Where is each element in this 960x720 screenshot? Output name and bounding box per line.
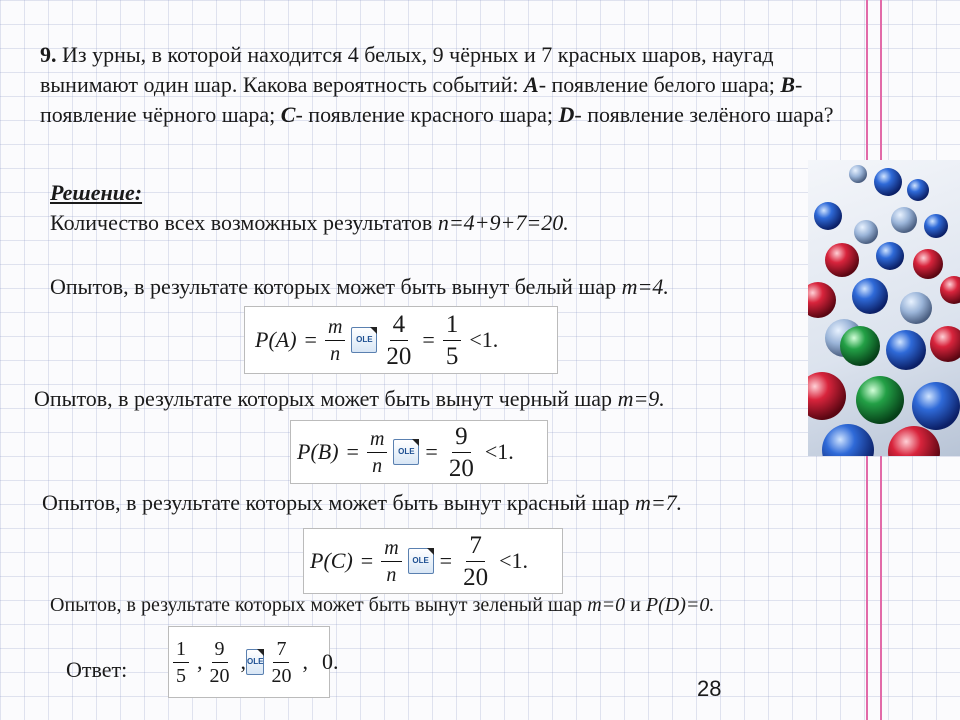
task-intro: Из урны, в которой находится 4 белых, 9 чёрных и 7 красных шаров, наугад вынимают один шар. Какова вероятность событий: bbox=[40, 42, 774, 97]
frac-den: 20 bbox=[271, 664, 292, 687]
frac-num: 7 bbox=[466, 533, 485, 562]
ole-object-icon: OLE bbox=[393, 439, 419, 465]
frac-den: 20 bbox=[448, 454, 474, 482]
green-ball-line bbox=[50, 594, 714, 617]
total-outcomes-line bbox=[50, 210, 569, 236]
white-text: Опытов, в результате которых может быть вынут белый шар bbox=[50, 274, 622, 299]
equals-sign: = bbox=[346, 439, 359, 464]
event-c-letter: С bbox=[280, 102, 296, 127]
equals-sign: = bbox=[439, 548, 453, 573]
event-b-text: - появление чёрного шара; bbox=[40, 72, 803, 127]
answer-fraction-9-20 bbox=[207, 639, 233, 686]
answer-fraction-1-5 bbox=[173, 639, 189, 686]
red-ball-line bbox=[42, 490, 682, 516]
equals-sign: = bbox=[422, 327, 435, 352]
event-c-text: - появление красного шара; bbox=[295, 102, 559, 127]
green-m: m=0 bbox=[587, 594, 626, 616]
frac-den: 20 bbox=[386, 342, 412, 370]
fraction-m-over-n bbox=[325, 317, 345, 364]
black-m: m=9. bbox=[617, 386, 665, 411]
formula-pc bbox=[303, 528, 563, 594]
comma: , bbox=[302, 649, 308, 674]
glass-marbles-photo bbox=[808, 160, 960, 456]
ole-object-icon: OLE bbox=[246, 649, 264, 675]
fraction-9-20 bbox=[446, 424, 477, 481]
black-ball-line bbox=[34, 386, 665, 412]
green-text: Опытов, в результате которых может быть вынут зеленый шар bbox=[50, 594, 588, 616]
less-than-one: <1. bbox=[499, 548, 528, 573]
frac-den: n bbox=[330, 342, 341, 365]
white-m: m=4. bbox=[621, 274, 669, 299]
equals-sign: = bbox=[425, 439, 438, 464]
pb-label: P(B) bbox=[297, 439, 339, 464]
frac-num: m bbox=[325, 317, 345, 341]
answer-fraction-7-20 bbox=[268, 639, 294, 686]
pa-label: P(A) bbox=[255, 327, 297, 352]
frac-den: n bbox=[372, 454, 383, 477]
event-d-letter: D bbox=[558, 102, 575, 127]
ole-object-icon: OLE bbox=[351, 327, 377, 353]
pc-label: P(C) bbox=[310, 548, 353, 573]
frac-num: m bbox=[367, 429, 387, 453]
page-number: 28 bbox=[697, 676, 722, 701]
frac-den: n bbox=[386, 563, 397, 586]
comma: , bbox=[197, 649, 203, 674]
fraction-m-over-n bbox=[381, 538, 401, 585]
event-d-text: - появление зелёного шара? bbox=[574, 102, 834, 127]
red-text: Опытов, в результате которых может быть вынут красный шар bbox=[42, 490, 635, 515]
marbles-illustration bbox=[808, 160, 960, 456]
formula-pb bbox=[290, 420, 548, 484]
frac-num: 4 bbox=[390, 312, 409, 341]
frac-den: 20 bbox=[463, 563, 489, 591]
frac-num: 1 bbox=[443, 312, 462, 341]
frac-den: 20 bbox=[209, 664, 230, 687]
task-text bbox=[40, 40, 870, 130]
fraction-m-over-n bbox=[367, 429, 387, 476]
frac-den: 5 bbox=[445, 342, 459, 370]
white-ball-line bbox=[50, 274, 669, 300]
answer-zero: 0. bbox=[321, 649, 339, 674]
total-text: Количество всех возможных результатов bbox=[50, 210, 438, 235]
frac-num: 9 bbox=[452, 424, 471, 453]
solution-title: Решение: bbox=[50, 180, 143, 205]
fraction-1-5 bbox=[443, 312, 462, 369]
frac-den: 5 bbox=[176, 664, 186, 687]
less-than-one: <1. bbox=[484, 439, 514, 464]
answer-formula bbox=[168, 626, 339, 698]
event-a-letter: А bbox=[524, 72, 539, 97]
fraction-4-20 bbox=[383, 312, 414, 369]
event-b-letter: В bbox=[780, 72, 796, 97]
ole-object-icon: OLE bbox=[408, 548, 434, 574]
event-a-text: - появление белого шара; bbox=[538, 72, 781, 97]
frac-num: m bbox=[381, 538, 401, 562]
red-m: m=7. bbox=[634, 490, 683, 515]
green-and: и bbox=[625, 594, 646, 616]
formula-pa bbox=[244, 306, 558, 374]
equals-sign: = bbox=[360, 548, 374, 573]
fraction-7-20 bbox=[460, 533, 491, 590]
frac-num: 9 bbox=[212, 639, 228, 663]
green-p: P(D)=0. bbox=[645, 594, 715, 616]
frac-num: 7 bbox=[273, 639, 289, 663]
total-formula: n=4+9+7=20. bbox=[437, 210, 569, 235]
frac-num: 1 bbox=[173, 639, 189, 663]
black-text: Опытов, в результате которых может быть вынут черный шар bbox=[34, 386, 618, 411]
comma: , bbox=[240, 649, 246, 674]
task-number: 9. bbox=[40, 42, 57, 67]
equals-sign: = bbox=[304, 327, 317, 352]
answer-label: Ответ: bbox=[66, 657, 128, 682]
less-than-one: <1. bbox=[469, 327, 499, 352]
